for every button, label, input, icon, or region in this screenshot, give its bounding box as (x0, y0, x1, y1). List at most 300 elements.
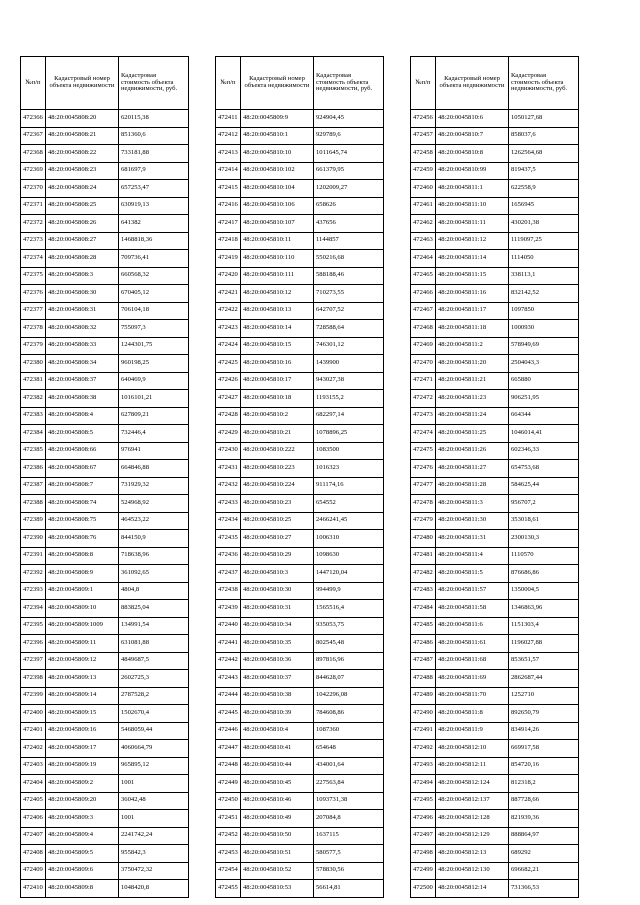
cadastral-number: 48:20:0045809:12 (46, 652, 119, 670)
cadastral-number: 48:20:0045810:17 (241, 372, 314, 390)
table-row (216, 705, 384, 723)
cadastral-number: 48:20:0045810:4 (241, 722, 314, 740)
cadastral-cost: 733181,88 (119, 145, 189, 163)
table-row (21, 652, 189, 670)
cadastral-cost: 669917,58 (509, 740, 579, 758)
cadastral-cost: 1110570 (509, 547, 579, 565)
table-row (411, 442, 579, 460)
cadastral-cost: 731929,32 (119, 477, 189, 495)
cadastral-number: 48:20:0045812:124 (436, 775, 509, 793)
cadastral-cost: 1000930 (509, 320, 579, 338)
table-row (411, 670, 579, 688)
cadastral-number: 48:20:0045810:29 (241, 547, 314, 565)
cadastral-cost: 728588,64 (314, 320, 384, 338)
cadastral-number: 48:20:0045808:22 (46, 145, 119, 163)
cadastral-cost: 642707,52 (314, 302, 384, 320)
table-row (21, 267, 189, 285)
table-row (216, 110, 384, 128)
cadastral-number: 48:20:0045810:12 (241, 285, 314, 303)
cadastral-cost: 1565516,4 (314, 600, 384, 618)
cadastral-number: 48:20:0045810:37 (241, 670, 314, 688)
table-row (411, 477, 579, 495)
cadastral-cost: 1151303,4 (509, 617, 579, 635)
row-number: 472477 (411, 477, 436, 495)
row-number: 472379 (21, 337, 46, 355)
table-row (216, 145, 384, 163)
table-row (216, 617, 384, 635)
row-number: 472400 (21, 705, 46, 723)
row-number: 472476 (411, 460, 436, 478)
cadastral-number: 48:20:0045810:18 (241, 390, 314, 408)
header-cadastral: Кадастровый номер объекта недвижимости (436, 57, 509, 110)
cadastral-cost: 353018,61 (509, 512, 579, 530)
row-number: 472421 (216, 285, 241, 303)
cadastral-cost: 654753,68 (509, 460, 579, 478)
cadastral-number: 48:20:0045811:27 (436, 460, 509, 478)
row-number: 472381 (21, 372, 46, 390)
table-row (216, 740, 384, 758)
cadastral-number: 48:20:0045811:58 (436, 600, 509, 618)
cadastral-number: 48:20:0045811:18 (436, 320, 509, 338)
cadastral-number: 48:20:0045808:26 (46, 215, 119, 233)
row-number: 472445 (216, 705, 241, 723)
row-number: 472455 (216, 880, 241, 898)
cadastral-number: 48:20:0045808:27 (46, 232, 119, 250)
cadastral-cost: 1193155,2 (314, 390, 384, 408)
cadastral-cost: 4849687,5 (119, 652, 189, 670)
cadastral-number: 48:20:0045811:70 (436, 687, 509, 705)
table-row (411, 162, 579, 180)
table-row (21, 880, 189, 898)
table-row (411, 127, 579, 145)
cadastral-number: 48:20:0045811:12 (436, 232, 509, 250)
table-row (411, 652, 579, 670)
table-row (216, 862, 384, 880)
table-row (411, 775, 579, 793)
cadastral-cost: 956707,2 (509, 495, 579, 513)
cadastral-number: 48:20:0045811:25 (436, 425, 509, 443)
row-number: 472382 (21, 390, 46, 408)
row-number: 472406 (21, 810, 46, 828)
cadastral-number: 48:20:0045810:11 (241, 232, 314, 250)
table-row (21, 582, 189, 600)
cadastral-number: 48:20:0045808:8 (46, 547, 119, 565)
cadastral-number: 48:20:0045810:31 (241, 600, 314, 618)
cadastral-number: 48:20:0045810:1 (241, 127, 314, 145)
table-row (21, 442, 189, 460)
table-row (216, 652, 384, 670)
cadastral-cost: 657253,47 (119, 180, 189, 198)
cadastral-number: 48:20:0045810:27 (241, 530, 314, 548)
cadastral-cost: 588188,46 (314, 267, 384, 285)
table-row (216, 530, 384, 548)
cadastral-cost: 464523,22 (119, 512, 189, 530)
cadastral-number: 48:20:0045810:52 (241, 862, 314, 880)
cadastral-cost: 911174,16 (314, 477, 384, 495)
cadastral-cost: 834914,26 (509, 722, 579, 740)
row-number: 472471 (411, 372, 436, 390)
row-number: 472389 (21, 512, 46, 530)
table-row (216, 722, 384, 740)
cadastral-cost: 630919,13 (119, 197, 189, 215)
cadastral-number: 48:20:0045808:9 (46, 565, 119, 583)
table-row (21, 407, 189, 425)
table-row (411, 635, 579, 653)
header-num: №п/п (21, 57, 46, 110)
table-row (216, 600, 384, 618)
row-number: 472371 (21, 197, 46, 215)
table-row (216, 442, 384, 460)
table-row (21, 775, 189, 793)
row-number: 472436 (216, 547, 241, 565)
cadastral-number: 48:20:0045811:3 (436, 495, 509, 513)
cadastral-cost: 1011645,74 (314, 145, 384, 163)
cadastral-cost: 1637115 (314, 827, 384, 845)
table-row (411, 145, 579, 163)
cadastral-cost: 1252710 (509, 687, 579, 705)
table-row (216, 880, 384, 898)
cadastral-number: 48:20:0045808:76 (46, 530, 119, 548)
table-row (216, 775, 384, 793)
cadastral-number: 48:20:0045808:66 (46, 442, 119, 460)
table-row (411, 705, 579, 723)
cadastral-number: 48:20:0045811:21 (436, 372, 509, 390)
table-row (216, 547, 384, 565)
row-number: 472467 (411, 302, 436, 320)
row-number: 472380 (21, 355, 46, 373)
cadastral-number: 48:20:0045810:222 (241, 442, 314, 460)
cadastral-number: 48:20:0045808:74 (46, 495, 119, 513)
row-number: 472401 (21, 722, 46, 740)
table-row (216, 215, 384, 233)
table-row (21, 792, 189, 810)
row-number: 472495 (411, 792, 436, 810)
cadastral-cost: 1439900 (314, 355, 384, 373)
row-number: 472444 (216, 687, 241, 705)
row-number: 472478 (411, 495, 436, 513)
row-number: 472465 (411, 267, 436, 285)
cadastral-number: 48:20:0045810:111 (241, 267, 314, 285)
cadastral-cost: 1656945 (509, 197, 579, 215)
cadastral-cost: 2300130,3 (509, 530, 579, 548)
row-number: 472447 (216, 740, 241, 758)
row-number: 472415 (216, 180, 241, 198)
table-row (216, 232, 384, 250)
table-row (411, 495, 579, 513)
cadastral-cost: 338113,1 (509, 267, 579, 285)
table-row (21, 740, 189, 758)
table-row (21, 600, 189, 618)
cadastral-number: 48:20:0045811:24 (436, 407, 509, 425)
table-row (21, 110, 189, 128)
cadastral-cost: 1016101,21 (119, 390, 189, 408)
cadastral-number: 48:20:0045809:2 (46, 775, 119, 793)
row-number: 472392 (21, 565, 46, 583)
cadastral-cost: 854720,16 (509, 757, 579, 775)
cadastral-cost: 689292 (509, 845, 579, 863)
row-number: 472452 (216, 827, 241, 845)
table-row (216, 180, 384, 198)
row-number: 472398 (21, 670, 46, 688)
row-number: 472410 (21, 880, 46, 898)
row-number: 472463 (411, 232, 436, 250)
cadastral-number: 48:20:0045809:14 (46, 687, 119, 705)
row-number: 472446 (216, 722, 241, 740)
table-row (411, 250, 579, 268)
cadastral-cost: 2241742,24 (119, 827, 189, 845)
cadastral-cost: 430201,38 (509, 215, 579, 233)
cadastral-number: 48:20:0045809:20 (46, 792, 119, 810)
cadastral-cost: 602346,33 (509, 442, 579, 460)
cadastral-number: 48:20:0045812:137 (436, 792, 509, 810)
row-number: 472402 (21, 740, 46, 758)
cadastral-number: 48:20:0045808:7 (46, 477, 119, 495)
cadastral-number: 48:20:0045810:106 (241, 197, 314, 215)
row-number: 472370 (21, 180, 46, 198)
row-number: 472383 (21, 407, 46, 425)
cadastral-number: 48:20:0045808:37 (46, 372, 119, 390)
cadastral-number: 48:20:0045812:129 (436, 827, 509, 845)
cadastral-cost: 965895,12 (119, 757, 189, 775)
table-row (21, 320, 189, 338)
row-number: 472459 (411, 162, 436, 180)
cadastral-cost: 1016323 (314, 460, 384, 478)
table-row (21, 530, 189, 548)
table-row (411, 600, 579, 618)
table-row (216, 197, 384, 215)
cadastral-number: 48:20:0045810:34 (241, 617, 314, 635)
row-number: 472479 (411, 512, 436, 530)
row-number: 472462 (411, 215, 436, 233)
cadastral-cost: 1083500 (314, 442, 384, 460)
cadastral-number: 48:20:0045808:75 (46, 512, 119, 530)
cadastral-cost: 887728,66 (509, 792, 579, 810)
table-row (411, 792, 579, 810)
row-number: 472480 (411, 530, 436, 548)
cadastral-cost: 844150,9 (119, 530, 189, 548)
cadastral-cost: 732446,4 (119, 425, 189, 443)
table-row (216, 687, 384, 705)
cadastral-cost: 654648 (314, 740, 384, 758)
row-number: 472413 (216, 145, 241, 163)
row-number: 472418 (216, 232, 241, 250)
row-number: 472407 (21, 827, 46, 845)
table-row (411, 390, 579, 408)
table-row (216, 670, 384, 688)
cadastral-table-1 (20, 56, 189, 898)
table-row (411, 460, 579, 478)
cadastral-cost: 2602725,3 (119, 670, 189, 688)
cadastral-number: 48:20:0045809:15 (46, 705, 119, 723)
row-number: 472367 (21, 127, 46, 145)
row-number: 472422 (216, 302, 241, 320)
header-cost: Кадастровая стоимость объекта недвижимости, руб. (119, 57, 189, 110)
row-number: 472481 (411, 547, 436, 565)
cadastral-cost: 1144857 (314, 232, 384, 250)
cadastral-number: 48:20:0045809:16 (46, 722, 119, 740)
cadastral-number: 48:20:0045812:13 (436, 845, 509, 863)
cadastral-number: 48:20:0045811:10 (436, 197, 509, 215)
cadastral-number: 48:20:0045811:5 (436, 565, 509, 583)
row-number: 472416 (216, 197, 241, 215)
cadastral-number: 48:20:0045810:6 (436, 110, 509, 128)
cadastral-number: 48:20:0045810:25 (241, 512, 314, 530)
cadastral-cost: 664846,88 (119, 460, 189, 478)
cadastral-number: 48:20:0045810:99 (436, 162, 509, 180)
row-number: 472496 (411, 810, 436, 828)
cadastral-cost: 578949,69 (509, 337, 579, 355)
cadastral-number: 48:20:0045811:14 (436, 250, 509, 268)
cadastral-cost: 994499,9 (314, 582, 384, 600)
cadastral-number: 48:20:0045811:68 (436, 652, 509, 670)
cadastral-cost: 1119097,25 (509, 232, 579, 250)
cadastral-cost: 640469,9 (119, 372, 189, 390)
row-number: 472438 (216, 582, 241, 600)
table-row (216, 827, 384, 845)
cadastral-cost: 1098630 (314, 547, 384, 565)
cadastral-number: 48:20:0045811:17 (436, 302, 509, 320)
cadastral-cost: 851360,6 (119, 127, 189, 145)
cadastral-number: 48:20:0045810:3 (241, 565, 314, 583)
cadastral-cost: 1114050 (509, 250, 579, 268)
cadastral-cost: 709736,41 (119, 250, 189, 268)
cadastral-number: 48:20:0045808:38 (46, 390, 119, 408)
row-number: 472498 (411, 845, 436, 863)
cadastral-cost: 578830,56 (314, 862, 384, 880)
cadastral-number: 48:20:0045811:6 (436, 617, 509, 635)
cadastral-cost: 661379,95 (314, 162, 384, 180)
cadastral-cost: 658626 (314, 197, 384, 215)
table-row (411, 740, 579, 758)
cadastral-cost: 2466241,45 (314, 512, 384, 530)
table-row (411, 197, 579, 215)
table-row (411, 320, 579, 338)
header-cost: Кадастровая стоимость объекта недвижимости, руб. (509, 57, 579, 110)
row-number: 472378 (21, 320, 46, 338)
cadastral-number: 48:20:0045808:31 (46, 302, 119, 320)
row-number: 472488 (411, 670, 436, 688)
row-number: 472391 (21, 547, 46, 565)
cadastral-number: 48:20:0045808:33 (46, 337, 119, 355)
cadastral-number: 48:20:0045811:23 (436, 390, 509, 408)
row-number: 472431 (216, 460, 241, 478)
cadastral-cost: 681697,9 (119, 162, 189, 180)
row-number: 472433 (216, 495, 241, 513)
row-number: 472397 (21, 652, 46, 670)
row-number: 472485 (411, 617, 436, 635)
table-row (216, 460, 384, 478)
table-row (21, 232, 189, 250)
cadastral-cost: 631081,88 (119, 635, 189, 653)
cadastral-number: 48:20:0045809:4 (46, 827, 119, 845)
row-number: 472417 (216, 215, 241, 233)
table-row (216, 285, 384, 303)
cadastral-number: 48:20:0045810:8 (436, 145, 509, 163)
row-number: 472491 (411, 722, 436, 740)
cadastral-number: 48:20:0045811:20 (436, 355, 509, 373)
table-row (216, 302, 384, 320)
table-row (21, 670, 189, 688)
cadastral-number: 48:20:0045810:45 (241, 775, 314, 793)
row-number: 472494 (411, 775, 436, 793)
cadastral-cost: 955842,3 (119, 845, 189, 863)
cadastral-number: 48:20:0045811:26 (436, 442, 509, 460)
table-row (411, 285, 579, 303)
table-row (21, 512, 189, 530)
cadastral-cost: 929789,6 (314, 127, 384, 145)
cadastral-number: 48:20:0045809:19 (46, 757, 119, 775)
header-cost: Кадастровая стоимость объекта недвижимости, руб. (314, 57, 384, 110)
row-number: 472404 (21, 775, 46, 793)
cadastral-number: 48:20:0045812:11 (436, 757, 509, 775)
row-number: 472434 (216, 512, 241, 530)
cadastral-number: 48:20:0045808:24 (46, 180, 119, 198)
row-number: 472366 (21, 110, 46, 128)
header-num: №п/п (411, 57, 436, 110)
table-row (216, 355, 384, 373)
row-number: 472430 (216, 442, 241, 460)
table-row (411, 827, 579, 845)
row-number: 472419 (216, 250, 241, 268)
cadastral-number: 48:20:0045810:23 (241, 495, 314, 513)
cadastral-number: 48:20:0045810:224 (241, 477, 314, 495)
row-number: 472368 (21, 145, 46, 163)
cadastral-number: 48:20:0045810:16 (241, 355, 314, 373)
header-num: №п/п (216, 57, 241, 110)
row-number: 472489 (411, 687, 436, 705)
table-row (411, 565, 579, 583)
cadastral-cost: 36042,48 (119, 792, 189, 810)
cadastral-number: 48:20:0045809:5 (46, 845, 119, 863)
row-number: 472386 (21, 460, 46, 478)
row-number: 472372 (21, 215, 46, 233)
cadastral-number: 48:20:0045809:6 (46, 862, 119, 880)
cadastral-cost: 858037,6 (509, 127, 579, 145)
row-number: 472375 (21, 267, 46, 285)
cadastral-cost: 892650,79 (509, 705, 579, 723)
cadastral-number: 48:20:0045811:15 (436, 267, 509, 285)
row-number: 472384 (21, 425, 46, 443)
table-row (21, 617, 189, 635)
table-row (21, 285, 189, 303)
table-row (216, 477, 384, 495)
cadastral-cost: 1262564,68 (509, 145, 579, 163)
row-number: 472369 (21, 162, 46, 180)
cadastral-cost: 1093731,38 (314, 792, 384, 810)
table-row (21, 372, 189, 390)
row-number: 472428 (216, 407, 241, 425)
row-number: 472420 (216, 267, 241, 285)
cadastral-cost: 832142,52 (509, 285, 579, 303)
table-row (21, 337, 189, 355)
cadastral-cost: 746301,12 (314, 337, 384, 355)
table-row (21, 827, 189, 845)
cadastral-cost: 1196027,88 (509, 635, 579, 653)
cadastral-cost: 1048420,8 (119, 880, 189, 898)
cadastral-number: 48:20:0045810:51 (241, 845, 314, 863)
cadastral-number: 48:20:0045811:4 (436, 547, 509, 565)
row-number: 472439 (216, 600, 241, 618)
cadastral-number: 48:20:0045810:102 (241, 162, 314, 180)
cadastral-number: 48:20:0045808:28 (46, 250, 119, 268)
row-number: 472440 (216, 617, 241, 635)
table-header-row (411, 57, 579, 110)
row-number: 472497 (411, 827, 436, 845)
cadastral-cost: 434001,64 (314, 757, 384, 775)
cadastral-cost: 935053,75 (314, 617, 384, 635)
cadastral-number: 48:20:0045810:36 (241, 652, 314, 670)
cadastral-number: 48:20:0045810:30 (241, 582, 314, 600)
